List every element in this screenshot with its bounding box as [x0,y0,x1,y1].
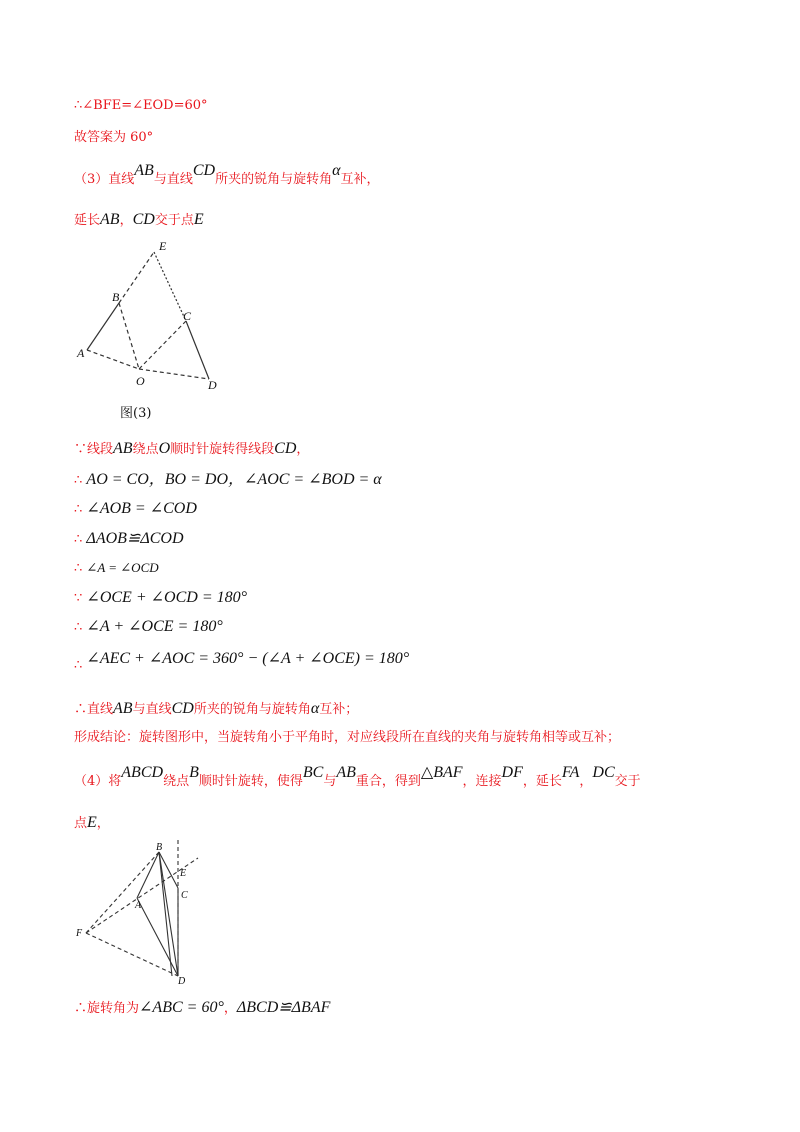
text: ∴旋转角为 [74,1001,140,1016]
text: 点 [74,816,88,831]
label-b: B [112,290,120,304]
text: 与直线 [153,172,193,187]
math-ab: AB [336,764,356,781]
math-alpha: α [310,700,320,717]
math-dc: DC [592,764,615,781]
point-e-line [74,814,110,833]
text: 所夹的锐角与旋转角 [193,702,311,717]
math-expression: ∠AEC + ∠AOC = 360° − (∠A + ∠OCE) = 180° [86,650,410,667]
therefore-symbol: ∴ [74,473,83,488]
math-cd: CD [171,700,194,717]
segment-ab [87,303,119,350]
math-expression: ∠AOB = ∠COD [86,500,197,517]
figure-4-diagram [70,836,210,986]
math-expression: ∠A + ∠OCE = 180° [86,618,223,635]
step-equal-angles [74,500,197,519]
text: 与 [323,774,337,789]
text: 交于 [614,774,641,789]
text: 绕点 [132,442,159,457]
text: 与直线 [132,702,172,717]
math-abcd: ABCD [121,764,164,781]
math-fa: FA [561,764,580,781]
text: （4）将 [74,774,122,789]
math-expression: ∠OCE + ∠OCD = 180° [86,589,248,606]
math-bc: BC [302,764,324,781]
answer-60: 故答案为 60° [74,130,154,145]
math-ab: AB [100,211,120,228]
math-expression: AO = CO，BO = DO，∠AOC = ∠BOD = α [86,471,382,488]
math-ab: AB [113,440,133,457]
therefore-symbol: ∴ [74,532,83,547]
text: 重合，得到 [355,774,421,789]
label-b: B [156,842,163,853]
math-e: E [87,814,97,831]
text: 互补， [340,172,380,187]
final-conclusion [74,999,330,1018]
label-c: C [181,890,188,901]
segment-fb [86,852,159,933]
text: （3）直线 [74,172,135,187]
math-expression: ΔAOB≌ΔCOD [86,530,184,547]
text: 顺时针旋转，使得 [198,774,303,789]
text: ∴直线 [74,702,114,717]
math-cd: CD [132,211,155,228]
text: 互补； [319,702,359,717]
step-aec-aoc [74,650,410,673]
label-c: C [183,309,192,323]
text: 顺时针旋转得线段 [170,442,275,457]
math-df: DF [501,764,523,781]
math-expression: ∠A = ∠OCD [86,560,159,575]
text: ， [96,816,110,831]
math-o: O [158,440,171,457]
math-alpha: α [332,162,341,179]
therefore-symbol: ∴ [74,561,83,576]
math-b: B [189,764,199,781]
math-cd: CD [274,440,297,457]
step-supplementary [74,589,247,608]
text: ， [223,1001,237,1016]
segment-bd2 [159,852,172,976]
segment-fd [86,933,178,976]
segment-od [139,369,209,379]
label-d: D [178,976,186,986]
segment-ec [154,252,186,321]
part3-statement [74,162,380,189]
text: ， [579,774,593,789]
label-a: A [135,900,142,911]
general-conclusion: 形成结论：旋转图形中，当旋转角小于平角时，对应线段所在直线的夹角与旋转角相等或互补； [74,730,621,745]
math-baf: △BAF [420,764,463,781]
label-a: A [77,346,85,360]
label-d: D [208,378,217,392]
figure-3-caption: 图(3) [120,406,152,421]
segment-ao [87,350,139,369]
therefore-symbol: ∴ [74,620,83,635]
text: 延长 [74,213,101,228]
segment-cd [186,321,209,379]
text: ，连接 [462,774,502,789]
text: ，延长 [522,774,562,789]
extend-ab-cd [74,211,204,230]
label-e: E [180,868,187,879]
therefore-symbol: ∴ [74,658,83,673]
segment-ba [137,852,159,898]
figure-3-diagram [70,236,230,396]
text: 绕点 [163,774,190,789]
math-ab: AB [113,700,133,717]
label-o: O [136,374,145,388]
text: ∵线段 [74,442,114,457]
step-angle-a-ocd [74,559,159,578]
text: 所夹的锐角与旋转角 [215,172,333,187]
conclusion-bfe-eod: ∴∠BFE=∠EOD=60° [74,98,208,113]
segment-be [119,252,154,303]
step-congruent [74,530,184,549]
because-symbol: ∵ [74,591,83,606]
conclusion-part3 [74,700,358,719]
step-equal-sides [74,471,382,490]
part4-statement [74,764,641,791]
math-congruent: ΔBCD≌ΔBAF [236,999,331,1016]
math-abc-60: ∠ABC = 60° [139,999,224,1016]
therefore-symbol: ∴ [74,502,83,517]
segment-bo [119,303,139,369]
text: ， [119,213,133,228]
segment-co [139,321,186,369]
step-a-plus-oce [74,618,223,637]
label-e: E [159,239,167,253]
text: 交于点 [154,213,194,228]
math-e: E [193,211,204,228]
math-cd: CD [192,162,216,179]
given-rotation [74,440,309,459]
label-f: F [76,928,83,939]
text: ， [296,442,310,457]
math-ab: AB [134,162,154,179]
